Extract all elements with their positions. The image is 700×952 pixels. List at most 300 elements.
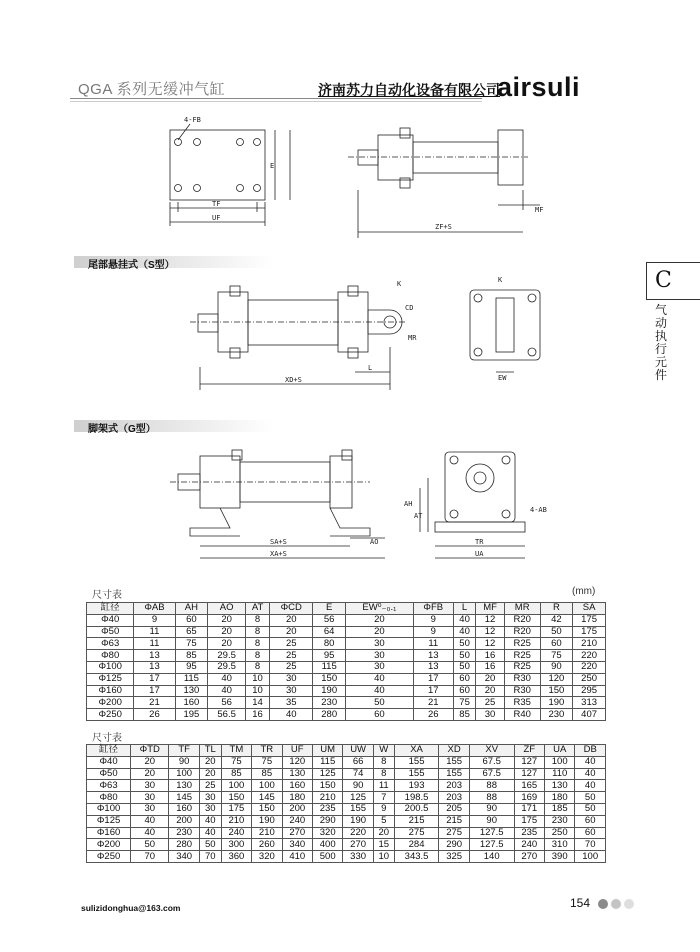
table-cell: 100 [221,780,251,792]
table-row [87,792,606,804]
table-cell: 407 [573,709,606,721]
table-cell: 155 [394,768,439,780]
table-cell: 40 [575,780,606,792]
table-cell: 9 [413,614,453,626]
table-cell: 70 [575,839,606,851]
table-cell: 290 [312,815,342,827]
table-cell: 240 [514,839,544,851]
column-header: DB [575,745,606,757]
table-row [87,626,606,638]
table-cell: 343.5 [394,851,439,863]
table-cell: Φ200 [87,839,131,851]
label-k2: K [498,276,503,284]
table-cell: 56.5 [208,709,246,721]
table-cell: 70 [131,851,169,863]
table-cell: Φ160 [87,827,131,839]
table-row [87,650,606,662]
table-cell: R20 [504,626,540,638]
table-row [87,709,606,721]
table-cell: 80 [313,638,346,650]
table-cell: 275 [394,827,439,839]
column-header: XA [394,745,439,757]
table-cell: 85 [175,650,208,662]
table-cell: 90 [469,815,514,827]
table-cell: 240 [282,815,312,827]
label-ab: 4-AB [530,506,547,514]
table-cell: 220 [343,827,373,839]
chapter-tab [646,262,700,300]
table-cell: 10 [373,851,394,863]
company-name: 济南苏力自动化设备有限公司 [318,82,500,98]
table-cell: 155 [439,756,469,768]
table-cell: 30 [270,673,313,685]
table-cell: 29.5 [208,650,246,662]
table-cell: 30 [346,661,414,673]
table-cell: 145 [252,792,282,804]
table-cell: Φ80 [87,650,134,662]
table-cell: 230 [169,827,199,839]
column-header: 缸径 [87,603,134,615]
table-cell: 145 [169,792,199,804]
table-cell: Φ200 [87,697,134,709]
table-cell: 150 [540,685,573,697]
table-cell: 8 [246,661,270,673]
column-header: UF [282,745,312,757]
table-cell: 40 [208,685,246,697]
flange-drawing [150,110,570,250]
label-cd: CD [405,304,414,312]
table-cell: 17 [134,673,175,685]
table2-caption: 尺寸表 [92,733,122,744]
table-row [87,756,606,768]
table-cell: 17 [413,685,453,697]
table-cell: 95 [313,650,346,662]
table-cell: 65 [175,626,208,638]
table-cell: 270 [343,839,373,851]
table-cell: 160 [175,697,208,709]
table-cell: 220 [573,650,606,662]
table-cell: 25 [476,697,505,709]
table-cell: 8 [246,626,270,638]
table-cell: 320 [312,827,342,839]
table-cell: 13 [413,650,453,662]
table-cell: 120 [282,756,312,768]
table-cell: 29.5 [208,661,246,673]
label-sa: SA+S [270,538,287,546]
table-cell: 56 [208,697,246,709]
column-header: MF [476,603,505,615]
table-cell: 210 [573,638,606,650]
label-tr: TR [475,538,484,546]
table-row [87,780,606,792]
table-cell: 21 [413,697,453,709]
table-cell: 85 [252,768,282,780]
table-cell: 300 [221,839,251,851]
table-cell: 60 [575,827,606,839]
table-cell: 60 [540,638,573,650]
table-cell: 8 [246,614,270,626]
table-cell: 21 [134,697,175,709]
column-header: ZF [514,745,544,757]
table-cell: 180 [282,792,312,804]
column-header: UW [343,745,373,757]
table-cell: 90 [469,803,514,815]
table-cell: 5 [373,815,394,827]
table-cell: 284 [394,839,439,851]
table-cell: Φ125 [87,815,131,827]
table-cell: 127.5 [469,839,514,851]
table-cell: 150 [221,792,251,804]
chapter-title: 气动执行元件 [655,303,668,382]
table-cell: 66 [343,756,373,768]
table-cell: 100 [544,756,574,768]
table-cell: 235 [312,803,342,815]
table-cell: 325 [439,851,469,863]
chapter-letter: C [655,268,672,293]
table-cell: Φ100 [87,803,131,815]
table-cell: Φ250 [87,709,134,721]
table-cell: 30 [199,792,221,804]
table-cell: 20 [131,756,169,768]
dimension-table-2 [86,744,606,863]
table-cell: 40 [270,709,313,721]
table-cell: 17 [134,685,175,697]
table-cell: 155 [343,803,373,815]
table-cell: 30 [270,685,313,697]
column-header: AT [246,603,270,615]
table-cell: 40 [453,626,475,638]
table-cell: 15 [373,839,394,851]
column-header: XD [439,745,469,757]
table-cell: 11 [373,780,394,792]
table-cell: 180 [544,792,574,804]
table-cell: 9 [134,614,175,626]
table-cell: 20 [199,768,221,780]
table-cell: Φ80 [87,792,131,804]
column-header: UA [544,745,574,757]
page-dot-2 [611,899,621,909]
label-at: AT [414,512,423,520]
table-cell: Φ40 [87,756,131,768]
table-cell: 390 [544,851,574,863]
table-cell: 85 [221,768,251,780]
table-row [87,697,606,709]
table-cell: 175 [573,614,606,626]
table-cell: 125 [343,792,373,804]
table-cell: 20 [270,626,313,638]
table-cell: 9 [373,803,394,815]
table-cell: 20 [476,685,505,697]
section-title-g: 脚架式（G型） [88,424,156,435]
table-cell: 75 [252,756,282,768]
label-ew: EW [498,374,507,382]
table-cell: 270 [514,851,544,863]
table-cell: 20 [373,827,394,839]
table-cell: 25 [270,661,313,673]
table-cell: 125 [312,768,342,780]
column-header: MR [504,603,540,615]
table-cell: 7 [373,792,394,804]
table-cell: 20 [199,756,221,768]
table-cell: 203 [439,792,469,804]
label-uf: UF [212,214,221,222]
table-cell: 360 [221,851,251,863]
table-cell: 250 [544,827,574,839]
page-dot-1 [598,899,608,909]
table-cell: 160 [282,780,312,792]
table-cell: Φ50 [87,768,131,780]
table-cell: 40 [575,756,606,768]
dimension-table-1 [86,602,606,721]
page-dot-3 [624,899,634,909]
table-cell: 100 [252,780,282,792]
table-cell: 25 [270,638,313,650]
table-cell: 169 [514,792,544,804]
table-cell: 215 [394,815,439,827]
table-cell: 210 [252,827,282,839]
table-row [87,803,606,815]
table-cell: 90 [343,780,373,792]
table-cell: 190 [540,697,573,709]
table-cell: 60 [453,673,475,685]
table-cell: 67.5 [469,768,514,780]
table-cell: 340 [282,839,312,851]
table-cell: 75 [540,650,573,662]
label-ao: AO [370,538,379,546]
table-row [87,638,606,650]
table-cell: 20 [208,638,246,650]
table-cell: 165 [514,780,544,792]
column-header: ΦCD [270,603,313,615]
table-cell: 50 [575,803,606,815]
table-cell: 12 [476,614,505,626]
table-cell: 50 [540,626,573,638]
table-cell: 20 [476,673,505,685]
table-cell: 11 [134,626,175,638]
table-cell: 130 [175,685,208,697]
table-cell: 155 [394,756,439,768]
table-cell: Φ63 [87,638,134,650]
table-cell: 40 [131,827,169,839]
table-cell: 340 [169,851,199,863]
label-xa: XA+S [270,550,287,558]
table-cell: 115 [312,756,342,768]
table-cell: 280 [313,709,346,721]
table-cell: 26 [134,709,175,721]
table-cell: R35 [504,697,540,709]
table-cell: 500 [312,851,342,863]
table-cell: 210 [312,792,342,804]
table-cell: R25 [504,638,540,650]
table-cell: 40 [199,815,221,827]
table-cell: 60 [346,709,414,721]
column-header: ΦFB [413,603,453,615]
table-cell: 42 [540,614,573,626]
header-rule-light [70,101,482,102]
table-cell: 50 [453,650,475,662]
table-cell: 88 [469,780,514,792]
table-cell: 190 [313,685,346,697]
table-cell: 40 [346,673,414,685]
page-number: 154 [570,896,591,910]
table-cell: 30 [131,803,169,815]
table-cell: 195 [175,709,208,721]
table-cell: 20 [346,626,414,638]
label-tf: TF [212,200,221,208]
table-cell: 290 [439,839,469,851]
table-cell: 410 [282,851,312,863]
table-cell: 190 [252,815,282,827]
column-header: TR [252,745,282,757]
label-l: L [368,364,373,372]
table-cell: Φ63 [87,780,131,792]
table-cell: 30 [346,638,414,650]
table-cell: 50 [453,638,475,650]
table-row [87,815,606,827]
table-cell: 70 [199,851,221,863]
table-cell: 200 [282,803,312,815]
table-cell: 140 [469,851,514,863]
table-cell: 90 [540,661,573,673]
table-cell: 110 [544,768,574,780]
table-cell: 20 [270,614,313,626]
table-cell: 130 [544,780,574,792]
column-header: 缸径 [87,745,131,757]
section-title-s: 尾部悬挂式（S型） [88,260,175,271]
table-row [87,673,606,685]
table-cell: 171 [514,803,544,815]
table-cell: 100 [169,768,199,780]
label-e: E [270,162,275,170]
table-cell: 198.5 [394,792,439,804]
table-cell: 150 [252,803,282,815]
table1-caption: 尺寸表 [92,590,122,601]
table-cell: 95 [175,661,208,673]
table-cell: 235 [514,827,544,839]
column-header: L [453,603,475,615]
table-cell: 30 [131,792,169,804]
table-cell: Φ250 [87,851,131,863]
table-cell: 280 [169,839,199,851]
table-cell: 67.5 [469,756,514,768]
table-cell: 74 [343,768,373,780]
table-cell: 203 [439,780,469,792]
table-cell: 40 [453,614,475,626]
table-cell: 40 [575,768,606,780]
table-cell: 220 [573,661,606,673]
table-cell: 40 [208,673,246,685]
table-cell: 200.5 [394,803,439,815]
table-cell: 193 [394,780,439,792]
table-cell: R25 [504,650,540,662]
column-header: R [540,603,573,615]
table-cell: 64 [313,626,346,638]
table-cell: 85 [453,709,475,721]
table-cell: 14 [246,697,270,709]
table-cell: Φ160 [87,685,134,697]
table-cell: 11 [134,638,175,650]
label-mf: MF [535,206,544,214]
table-cell: 260 [252,839,282,851]
clevis-drawing [190,272,570,412]
table-cell: 90 [169,756,199,768]
table-cell: 17 [413,673,453,685]
table-cell: 127.5 [469,827,514,839]
table-cell: 130 [282,768,312,780]
table-cell: 88 [469,792,514,804]
table-cell: 16 [246,709,270,721]
table-cell: R25 [504,661,540,673]
table-cell: 30 [131,780,169,792]
table-cell: 10 [246,673,270,685]
table-cell: 40 [346,685,414,697]
table-cell: 295 [573,685,606,697]
table-cell: Φ40 [87,614,134,626]
table-cell: R40 [504,709,540,721]
label-ua: UA [475,550,484,558]
table-cell: 160 [169,803,199,815]
table-cell: 8 [246,650,270,662]
column-header: E [313,603,346,615]
table-cell: 60 [453,685,475,697]
table-row [87,685,606,697]
table-cell: 190 [343,815,373,827]
table-row [87,614,606,626]
label-xd: XD+S [285,376,302,384]
table-cell: 120 [540,673,573,685]
table-cell: 400 [312,839,342,851]
table-cell: 127 [514,768,544,780]
table-cell: Φ50 [87,626,134,638]
table-cell: 16 [476,661,505,673]
table-cell: 175 [221,803,251,815]
table-cell: R20 [504,614,540,626]
label-k: K [397,280,402,288]
table-cell: 12 [476,626,505,638]
table-cell: 12 [476,638,505,650]
column-header: TM [221,745,251,757]
table-cell: 30 [476,709,505,721]
table-cell: 185 [544,803,574,815]
table-cell: 175 [573,626,606,638]
table-cell: 230 [544,815,574,827]
table-row [87,661,606,673]
table-cell: 150 [313,673,346,685]
table-cell: 20 [131,768,169,780]
table-cell: 115 [313,661,346,673]
table-cell: 200 [169,815,199,827]
table-cell: 25 [199,780,221,792]
table-row [87,839,606,851]
table-cell: 16 [476,650,505,662]
table-row [87,827,606,839]
table-cell: 330 [343,851,373,863]
table-cell: 230 [540,709,573,721]
table-cell: 230 [313,697,346,709]
table-cell: 30 [199,803,221,815]
table-cell: 320 [252,851,282,863]
table-cell: 75 [221,756,251,768]
table-cell: 175 [514,815,544,827]
table-cell: Φ100 [87,661,134,673]
table-cell: 60 [175,614,208,626]
table-cell: 215 [439,815,469,827]
table-cell: 240 [221,827,251,839]
table-cell: 210 [221,815,251,827]
label-ah: AH [404,500,413,508]
column-header: AO [208,603,246,615]
table-cell: 275 [439,827,469,839]
